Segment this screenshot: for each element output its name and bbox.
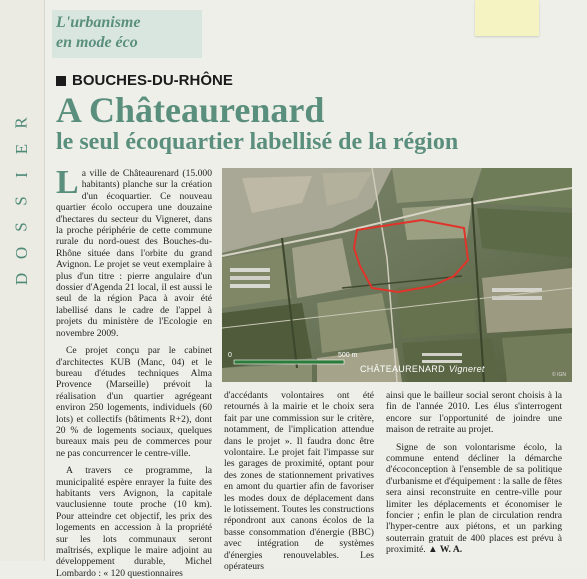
paragraph: Ce projet conçu par le cabinet d'architectes KUB (Manc, 04) et le bureau d'études techniques Alma Provence (Marseille) prévoit la réalisation d'un quartier agrégeant environ 250 logements, individuels (60 lots) et collectifs (bâtiments R+2), dont 20 % de logements sociaux, quelques bureaux mais peu de commerces pour ne pas concurrencer le centre-ville. xyxy=(56,345,212,459)
region-label xyxy=(56,72,233,89)
side-band xyxy=(0,0,45,561)
caption-place: CHÂTEAURENARD xyxy=(360,364,445,374)
paragraph-text: a ville de Châteaurenard (15.000 habitants) planche sur la création d'un écoquartier. Ce nouveau quartier écolo occupera une douzaine d'hectares du secteur du Vigneret, dans la proche périphérie de cette commune rurale du nord-ouest des Bouches-du-Rhône située dans l'orbite du grand Avignon. Le projet se veut exemplaire à plus d'un titre : pierre angulaire d'un dossier d'Agenda 21 local, il est aussi le seul de la région Paca à avoir été labellisé dans le cadre de l'appel à projets du ministère de l'Ecologie en novembre 2009. xyxy=(56,168,212,339)
text-column-2 xyxy=(224,390,374,573)
region-text: BOUCHES-DU-RHÔNE xyxy=(72,72,233,89)
paragraph: d'accédants volontaires ont été retournés à la mairie et le choix sera fait par une commission sur le critère, notamment, de l'implication attendue dans le projet ». Il faudra donc être volontaire. Le projet fait l'impasse sur les garages de proximité, optant pour des zones de stationnement privatives en amont du quartier afin de favoriser les modes doux de déplacement dans le lotissement. Toutes les constructions répondront aux canons écolos de la basse consommation d'énergie (BBC) avec intégration de systèmes d'énergies renouvelables. Les opérateurs xyxy=(224,390,374,573)
side-label-letter: S xyxy=(12,196,31,206)
scale-end-label: 500 m xyxy=(338,352,358,359)
headline: A Châteaurenard xyxy=(56,90,325,130)
paragraph: A travers ce programme, la municipalité espère enrayer la fuite des habitants vers Avignon, la capitale vauclusienne toute proche (10 km). Pour atteindre cet objectif, les prix des logements en accession à la propriété sur les lots communaux seront maîtrisés, explique le maire adjoint au développement durable, Michel Lombardo : « 120 questionnaires xyxy=(56,465,212,579)
photo-credit: © IGN xyxy=(552,372,566,378)
text-column-3 xyxy=(386,390,562,556)
side-label-letter: O xyxy=(12,246,31,260)
sticky-note xyxy=(475,0,539,36)
side-label-letter: E xyxy=(11,143,31,155)
dossier-vertical-label xyxy=(2,110,42,292)
paragraph xyxy=(56,164,212,339)
side-label-letter: D xyxy=(12,272,31,286)
scale-start-label: 0 xyxy=(228,352,232,359)
drop-cap: L xyxy=(56,164,79,201)
photo-caption xyxy=(360,364,485,374)
square-bullet-icon xyxy=(56,76,66,86)
aerial-map-graphic xyxy=(222,168,572,382)
rubric-line-2: en mode éco xyxy=(56,34,138,51)
caption-area: Vigneret xyxy=(448,364,485,374)
signature: ▲ W. A. xyxy=(428,544,463,556)
side-label-letter: I xyxy=(11,172,31,178)
side-label-letter: R xyxy=(12,117,31,129)
aerial-photo xyxy=(222,168,572,382)
text-column-1 xyxy=(56,164,212,579)
paragraph-text: Signe de son volontarisme écolo, la commune entend décliner la démarche d'écoconception à l'ensemble de sa politique d'urbanisme et d'équipement : la salle de fêtes sera ainsi reconstruite en centre-ville pour limiter les déplacements et économiser le foncier ; enfin le plan de circulation rendra l'hyper-centre aux piétons, et un parking souterrain gratuit de 400 places est prévu à proximité. xyxy=(386,441,562,556)
paragraph: ainsi que le bailleur social seront choisis à la fin de l'année 2010. Les élus s'interrogent encore sur l'opportunité de joindre une maison de retraite au projet. xyxy=(386,390,562,436)
rubric xyxy=(56,13,206,53)
signature-text: W. A. xyxy=(439,544,463,556)
rubric-line-1: L'urbanisme xyxy=(56,14,141,31)
subheadline: le seul écoquartier labellisé de la région xyxy=(56,129,459,155)
paragraph xyxy=(386,442,562,556)
side-label-letter: S xyxy=(12,222,31,232)
